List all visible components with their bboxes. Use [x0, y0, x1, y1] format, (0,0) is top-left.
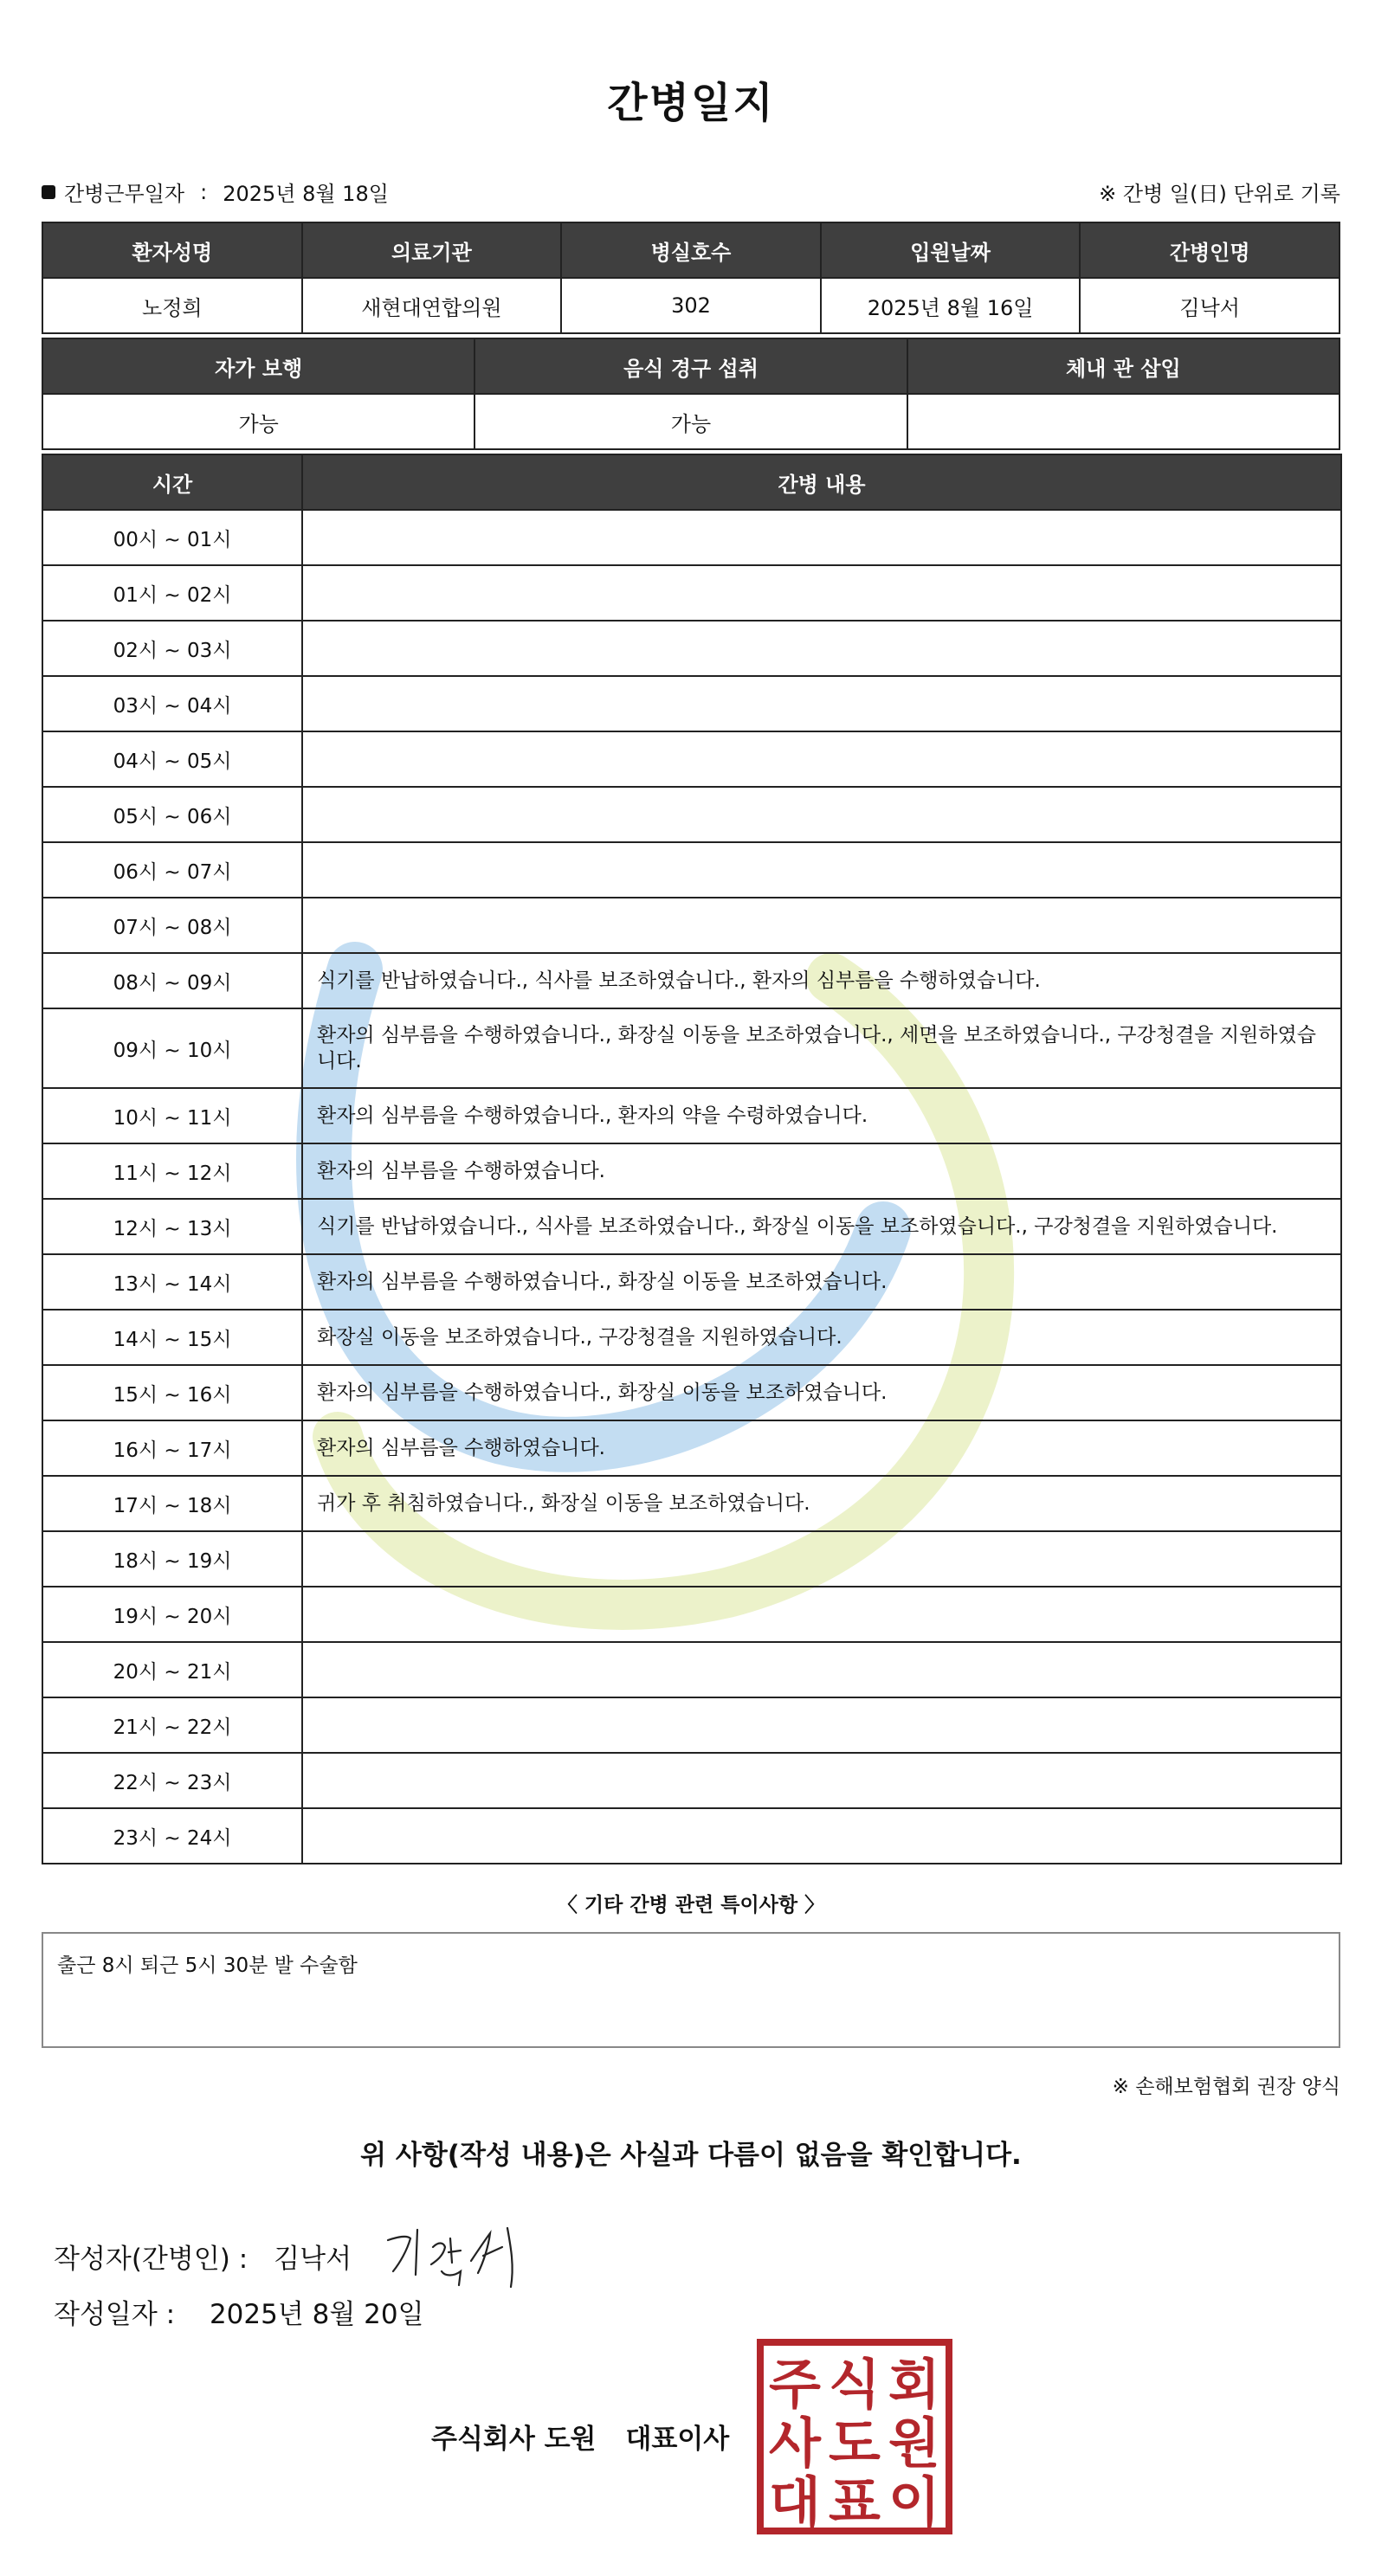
write-date-label: 작성일자 : [54, 2299, 176, 2330]
table-row [42, 621, 1341, 676]
writer-name: 김낙서 [274, 2243, 352, 2275]
time-cell: 12시 ~ 13시 [42, 1199, 302, 1254]
svg-text:사: 사 [769, 2412, 821, 2475]
care-content-cell: 환자의 심부름을 수행하였습니다., 화장실 이동을 보조하였습니다. [302, 1254, 1341, 1310]
table-row [42, 787, 1341, 842]
time-cell: 07시 ~ 08시 [42, 898, 302, 953]
work-date-line [42, 177, 1340, 206]
table-row [42, 1476, 1341, 1531]
table-row [42, 842, 1341, 898]
time-cell: 03시 ~ 04시 [42, 676, 302, 731]
header-self-walking: 자가 보행 [42, 338, 474, 394]
header-tube-insertion: 체내 관 삽입 [907, 338, 1339, 394]
table-row [42, 510, 1341, 565]
recommend-note: ※ 손해보험협회 권장 양식 [1112, 2076, 1340, 2098]
care-log-table [42, 454, 1342, 1864]
table-row [42, 1008, 1341, 1088]
time-cell: 16시 ~ 17시 [42, 1420, 302, 1476]
work-date-value: 2025년 8월 18일 [223, 182, 389, 206]
care-content-cell [302, 565, 1341, 621]
svg-text:주: 주 [769, 2353, 821, 2416]
care-content-cell [302, 731, 1341, 787]
time-cell: 10시 ~ 11시 [42, 1088, 302, 1143]
room-number: 302 [561, 278, 821, 333]
time-cell: 22시 ~ 23시 [42, 1753, 302, 1808]
care-content-cell: 식기를 반납하였습니다., 식사를 보조하였습니다., 환자의 심부름을 수행하였습니다. [302, 953, 1341, 1008]
work-date-colon: : [200, 179, 208, 204]
time-cell: 08시 ~ 09시 [42, 953, 302, 1008]
writer-line [54, 2221, 528, 2290]
tube-insertion-value [907, 394, 1339, 449]
time-cell: 09시 ~ 10시 [42, 1008, 302, 1088]
writer-label: 작성자(간병인) : [54, 2243, 249, 2275]
self-walking-value: 가능 [42, 394, 474, 449]
table-row [42, 1365, 1341, 1420]
caregiver-name: 김낙서 [1080, 278, 1339, 333]
header-patient-name: 환자성명 [42, 222, 302, 278]
table-row [42, 1199, 1341, 1254]
write-date-value: 2025년 8월 20일 [209, 2299, 424, 2330]
care-content-cell [302, 1697, 1341, 1753]
table-row [42, 1531, 1341, 1587]
care-content-cell [302, 676, 1341, 731]
header-room-number: 병실호수 [561, 222, 821, 278]
care-content-cell [302, 621, 1341, 676]
care-content-cell [302, 1531, 1341, 1587]
care-content-cell: 화장실 이동을 보조하였습니다., 구강청결을 지원하였습니다. [302, 1310, 1341, 1365]
svg-text:대: 대 [769, 2470, 821, 2534]
svg-text:식: 식 [829, 2353, 881, 2416]
company-signature-line [431, 2417, 729, 2456]
time-cell: 23시 ~ 24시 [42, 1808, 302, 1864]
care-content-cell [302, 898, 1341, 953]
notes-box [42, 1932, 1340, 2048]
table-row [42, 1254, 1341, 1310]
table-row [42, 1697, 1341, 1753]
care-content-cell [302, 1587, 1341, 1642]
table-row [42, 731, 1341, 787]
time-cell: 06시 ~ 07시 [42, 842, 302, 898]
table-row [42, 1088, 1341, 1143]
time-cell: 11시 ~ 12시 [42, 1143, 302, 1199]
notes-title: 〈 기타 간병 관련 특이사항 〉 [557, 1894, 825, 1916]
care-content-cell [302, 1642, 1341, 1697]
svg-text:도: 도 [829, 2412, 881, 2475]
work-date-label: 간병근무일자 [64, 182, 185, 206]
table-row [42, 1143, 1341, 1199]
time-cell: 04시 ~ 05시 [42, 731, 302, 787]
admission-date: 2025년 8월 16일 [821, 278, 1081, 333]
time-cell: 17시 ~ 18시 [42, 1476, 302, 1531]
care-content-cell: 환자의 심부름을 수행하였습니다., 화장실 이동을 보조하였습니다., 세면을 보조하였습니다., 구강청결을 지원하였습니다. [302, 1008, 1341, 1088]
time-cell: 19시 ~ 20시 [42, 1587, 302, 1642]
care-content-cell [302, 842, 1341, 898]
patient-info-table [42, 222, 1340, 334]
table-row [42, 1753, 1341, 1808]
header-oral-intake: 음식 경구 섭취 [474, 338, 907, 394]
table-row [42, 1642, 1341, 1697]
table-row [42, 1420, 1341, 1476]
time-cell: 18시 ~ 19시 [42, 1531, 302, 1587]
care-content-cell [302, 1753, 1341, 1808]
time-cell: 02시 ~ 03시 [42, 621, 302, 676]
care-content-cell [302, 1808, 1341, 1864]
care-content-cell [302, 787, 1341, 842]
svg-text:이: 이 [888, 2470, 940, 2534]
company-title: 대표이사 [625, 2424, 730, 2455]
ability-table [42, 338, 1340, 450]
notes-text: 출근 8시 퇴근 5시 30분 발 수술함 [57, 1955, 358, 1977]
svg-text:원: 원 [888, 2412, 940, 2475]
handwritten-signature [381, 2221, 528, 2290]
care-content-cell: 환자의 심부름을 수행하였습니다. [302, 1420, 1341, 1476]
care-content-cell: 귀가 후 취침하였습니다., 화장실 이동을 보조하였습니다. [302, 1476, 1341, 1531]
table-row [42, 953, 1341, 1008]
header-caregiver-name: 간병인명 [1080, 222, 1339, 278]
time-cell: 13시 ~ 14시 [42, 1254, 302, 1310]
care-content-cell: 식기를 반납하였습니다., 식사를 보조하였습니다., 화장실 이동을 보조하였습니다., 구강청결을 지원하였습니다. [302, 1199, 1341, 1254]
company-seal [757, 2339, 952, 2534]
square-bullet-icon [42, 185, 55, 199]
confirm-statement: 위 사항(작성 내용)은 사실과 다름이 없음을 확인합니다. [360, 2140, 1022, 2171]
time-cell: 20시 ~ 21시 [42, 1642, 302, 1697]
table-row [42, 1808, 1341, 1864]
unit-note: ※ 간병 일(日) 단위로 기록 [1099, 182, 1340, 206]
document-title: 간병일지 [607, 79, 775, 127]
institution: 새현대연합의원 [302, 278, 562, 333]
time-cell: 21시 ~ 22시 [42, 1697, 302, 1753]
header-care-content: 간병 내용 [302, 454, 1341, 510]
header-time: 시간 [42, 454, 302, 510]
care-content-cell: 환자의 심부름을 수행하였습니다. [302, 1143, 1341, 1199]
time-cell: 15시 ~ 16시 [42, 1365, 302, 1420]
write-date-line [54, 2292, 424, 2331]
oral-intake-value: 가능 [474, 394, 907, 449]
time-cell: 01시 ~ 02시 [42, 565, 302, 621]
company-name: 주식회사 도원 [431, 2424, 597, 2455]
care-content-cell: 환자의 심부름을 수행하였습니다., 화장실 이동을 보조하였습니다. [302, 1365, 1341, 1420]
header-admission-date: 입원날짜 [821, 222, 1081, 278]
table-row [42, 1310, 1341, 1365]
table-row [42, 1587, 1341, 1642]
svg-text:표: 표 [829, 2470, 881, 2534]
time-cell: 00시 ~ 01시 [42, 510, 302, 565]
svg-text:회: 회 [888, 2353, 940, 2416]
table-row [42, 898, 1341, 953]
table-row [42, 676, 1341, 731]
patient-name: 노정희 [42, 278, 302, 333]
care-content-cell [302, 510, 1341, 565]
care-content-cell: 환자의 심부름을 수행하였습니다., 환자의 약을 수령하였습니다. [302, 1088, 1341, 1143]
table-row [42, 565, 1341, 621]
time-cell: 14시 ~ 15시 [42, 1310, 302, 1365]
header-institution: 의료기관 [302, 222, 562, 278]
time-cell: 05시 ~ 06시 [42, 787, 302, 842]
